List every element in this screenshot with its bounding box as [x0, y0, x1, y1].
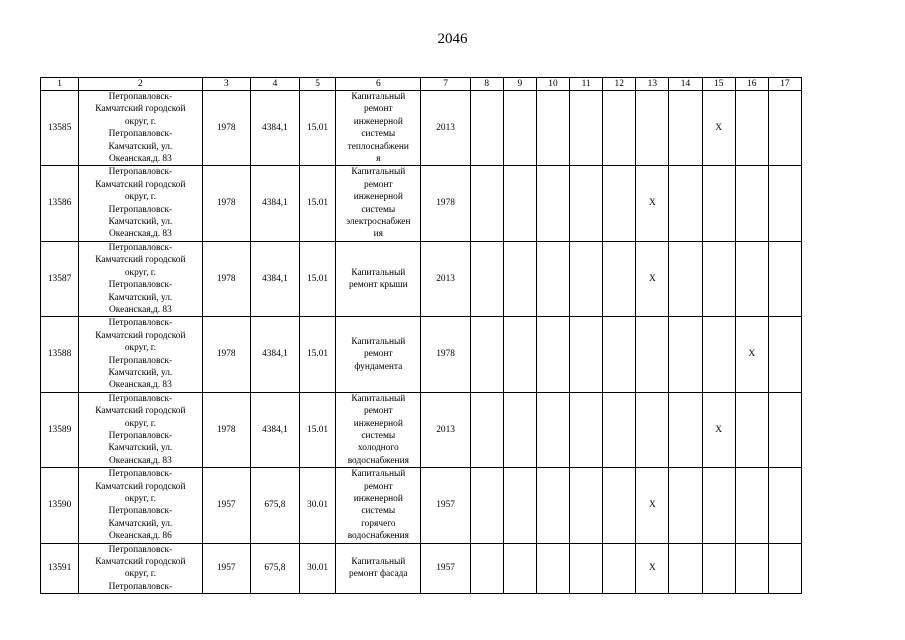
work-cell: Капитальный ремонт инженерной системы холодного водоснабжения	[336, 392, 421, 467]
mark-cell	[603, 543, 636, 594]
column-header: 5	[300, 78, 336, 91]
mark-cell	[470, 241, 503, 316]
table-row	[41, 468, 802, 543]
column-header: 16	[735, 78, 768, 91]
mark-cell	[669, 317, 702, 392]
mark-cell: X	[636, 241, 669, 316]
address-cell: Петропавловск- Камчатский городской округ, г. Петропавловск- Камчатский, ул. Океанская,д. 83	[79, 241, 202, 316]
mark-cell	[768, 392, 801, 467]
mark-cell	[636, 317, 669, 392]
mark-cell	[503, 166, 536, 241]
mark-cell	[536, 468, 569, 543]
mark-cell	[702, 317, 735, 392]
area-cell: 675,8	[250, 543, 299, 594]
mark-cell	[536, 392, 569, 467]
mark-cell	[768, 241, 801, 316]
mark-cell	[570, 468, 603, 543]
mark-cell	[603, 166, 636, 241]
mark-cell	[503, 392, 536, 467]
mark-cell	[603, 91, 636, 166]
column-header: 10	[536, 78, 569, 91]
mark-cell	[669, 392, 702, 467]
column-header: 6	[336, 78, 421, 91]
mark-cell	[570, 166, 603, 241]
mark-cell	[570, 91, 603, 166]
plan-year-cell: 2013	[421, 392, 470, 467]
mark-cell	[636, 91, 669, 166]
column-header: 15	[702, 78, 735, 91]
area-cell: 4384,1	[250, 91, 299, 166]
mark-cell	[768, 91, 801, 166]
address-cell: Петропавловск- Камчатский городской округ, г. Петропавловск- Камчатский, ул. Океанская,д. 83	[79, 317, 202, 392]
plan-year-cell: 1978	[421, 317, 470, 392]
mark-cell	[570, 241, 603, 316]
work-cell: Капитальный ремонт инженерной системы горячего водоснабжения	[336, 468, 421, 543]
mark-cell	[702, 468, 735, 543]
mark-cell	[536, 91, 569, 166]
column-header: 3	[202, 78, 250, 91]
mark-cell	[503, 317, 536, 392]
column-header: 8	[470, 78, 503, 91]
address-cell: Петропавловск- Камчатский городской округ, г. Петропавловск- Камчатский, ул. Океанская,д. 83	[79, 392, 202, 467]
table-row	[41, 91, 802, 166]
mark-cell	[669, 166, 702, 241]
year-cell: 1957	[202, 543, 250, 594]
column-header: 14	[669, 78, 702, 91]
page-number: 2046	[437, 31, 468, 47]
table-row	[41, 241, 802, 316]
mark-cell	[603, 317, 636, 392]
mark-cell	[735, 91, 768, 166]
code-cell: 15.01	[300, 317, 336, 392]
mark-cell: X	[636, 543, 669, 594]
table-row	[41, 392, 802, 467]
mark-cell	[702, 543, 735, 594]
mark-cell: X	[636, 166, 669, 241]
column-header: 9	[503, 78, 536, 91]
mark-cell	[536, 166, 569, 241]
mark-cell: X	[702, 91, 735, 166]
mark-cell	[735, 468, 768, 543]
row-id: 13587	[41, 241, 79, 316]
mark-cell	[570, 392, 603, 467]
column-number-row	[41, 78, 802, 91]
mark-cell	[570, 543, 603, 594]
table-row	[41, 166, 802, 241]
register-table	[40, 77, 802, 594]
mark-cell	[536, 241, 569, 316]
table-row	[41, 543, 802, 594]
mark-cell	[470, 392, 503, 467]
area-cell: 4384,1	[250, 317, 299, 392]
mark-cell	[702, 241, 735, 316]
mark-cell	[503, 468, 536, 543]
mark-cell	[669, 241, 702, 316]
mark-cell	[503, 91, 536, 166]
plan-year-cell: 1957	[421, 543, 470, 594]
mark-cell	[702, 166, 735, 241]
mark-cell	[536, 543, 569, 594]
mark-cell	[536, 317, 569, 392]
row-id: 13589	[41, 392, 79, 467]
mark-cell	[669, 468, 702, 543]
plan-year-cell: 1957	[421, 468, 470, 543]
address-cell: Петропавловск- Камчатский городской округ, г. Петропавловск-	[79, 543, 202, 594]
work-cell: Капитальный ремонт инженерной системы теплоснабжени я	[336, 91, 421, 166]
code-cell: 15.01	[300, 392, 336, 467]
area-cell: 675,8	[250, 468, 299, 543]
area-cell: 4384,1	[250, 241, 299, 316]
column-header: 2	[79, 78, 202, 91]
column-header: 1	[41, 78, 79, 91]
mark-cell	[735, 543, 768, 594]
mark-cell	[768, 543, 801, 594]
plan-year-cell: 1978	[421, 166, 470, 241]
area-cell: 4384,1	[250, 166, 299, 241]
mark-cell	[669, 91, 702, 166]
mark-cell	[603, 468, 636, 543]
address-cell: Петропавловск- Камчатский городской округ, г. Петропавловск- Камчатский, ул. Океанская,д. 83	[79, 91, 202, 166]
table-row	[41, 317, 802, 392]
plan-year-cell: 2013	[421, 91, 470, 166]
mark-cell	[768, 468, 801, 543]
work-cell: Капитальный ремонт крыши	[336, 241, 421, 316]
year-cell: 1978	[202, 91, 250, 166]
mark-cell	[768, 166, 801, 241]
area-cell: 4384,1	[250, 392, 299, 467]
mark-cell	[735, 241, 768, 316]
year-cell: 1978	[202, 241, 250, 316]
code-cell: 15.01	[300, 241, 336, 316]
row-id: 13585	[41, 91, 79, 166]
mark-cell	[470, 166, 503, 241]
work-cell: Капитальный ремонт фундамента	[336, 317, 421, 392]
year-cell: 1978	[202, 317, 250, 392]
address-cell: Петропавловск- Камчатский городской округ, г. Петропавловск- Камчатский, ул. Океанская,д. 86	[79, 468, 202, 543]
code-cell: 15.01	[300, 166, 336, 241]
mark-cell	[603, 241, 636, 316]
year-cell: 1978	[202, 392, 250, 467]
code-cell: 15.01	[300, 91, 336, 166]
code-cell: 30.01	[300, 543, 336, 594]
code-cell: 30.01	[300, 468, 336, 543]
column-header: 17	[768, 78, 801, 91]
mark-cell	[503, 543, 536, 594]
address-cell: Петропавловск- Камчатский городской округ, г. Петропавловск- Камчатский, ул. Океанская,д. 83	[79, 166, 202, 241]
mark-cell	[603, 392, 636, 467]
mark-cell	[470, 317, 503, 392]
column-header: 13	[636, 78, 669, 91]
mark-cell: X	[636, 468, 669, 543]
year-cell: 1978	[202, 166, 250, 241]
mark-cell: X	[735, 317, 768, 392]
mark-cell	[636, 392, 669, 467]
mark-cell	[503, 241, 536, 316]
work-cell: Капитальный ремонт фасада	[336, 543, 421, 594]
column-header: 11	[570, 78, 603, 91]
mark-cell	[735, 166, 768, 241]
row-id: 13588	[41, 317, 79, 392]
mark-cell	[470, 543, 503, 594]
mark-cell: X	[702, 392, 735, 467]
row-id: 13591	[41, 543, 79, 594]
mark-cell	[735, 392, 768, 467]
work-cell: Капитальный ремонт инженерной системы электроснабжен ия	[336, 166, 421, 241]
mark-cell	[470, 468, 503, 543]
mark-cell	[669, 543, 702, 594]
row-id: 13586	[41, 166, 79, 241]
year-cell: 1957	[202, 468, 250, 543]
mark-cell	[768, 317, 801, 392]
mark-cell	[470, 91, 503, 166]
column-header: 12	[603, 78, 636, 91]
row-id: 13590	[41, 468, 79, 543]
column-header: 7	[421, 78, 470, 91]
column-header: 4	[250, 78, 299, 91]
plan-year-cell: 2013	[421, 241, 470, 316]
mark-cell	[570, 317, 603, 392]
